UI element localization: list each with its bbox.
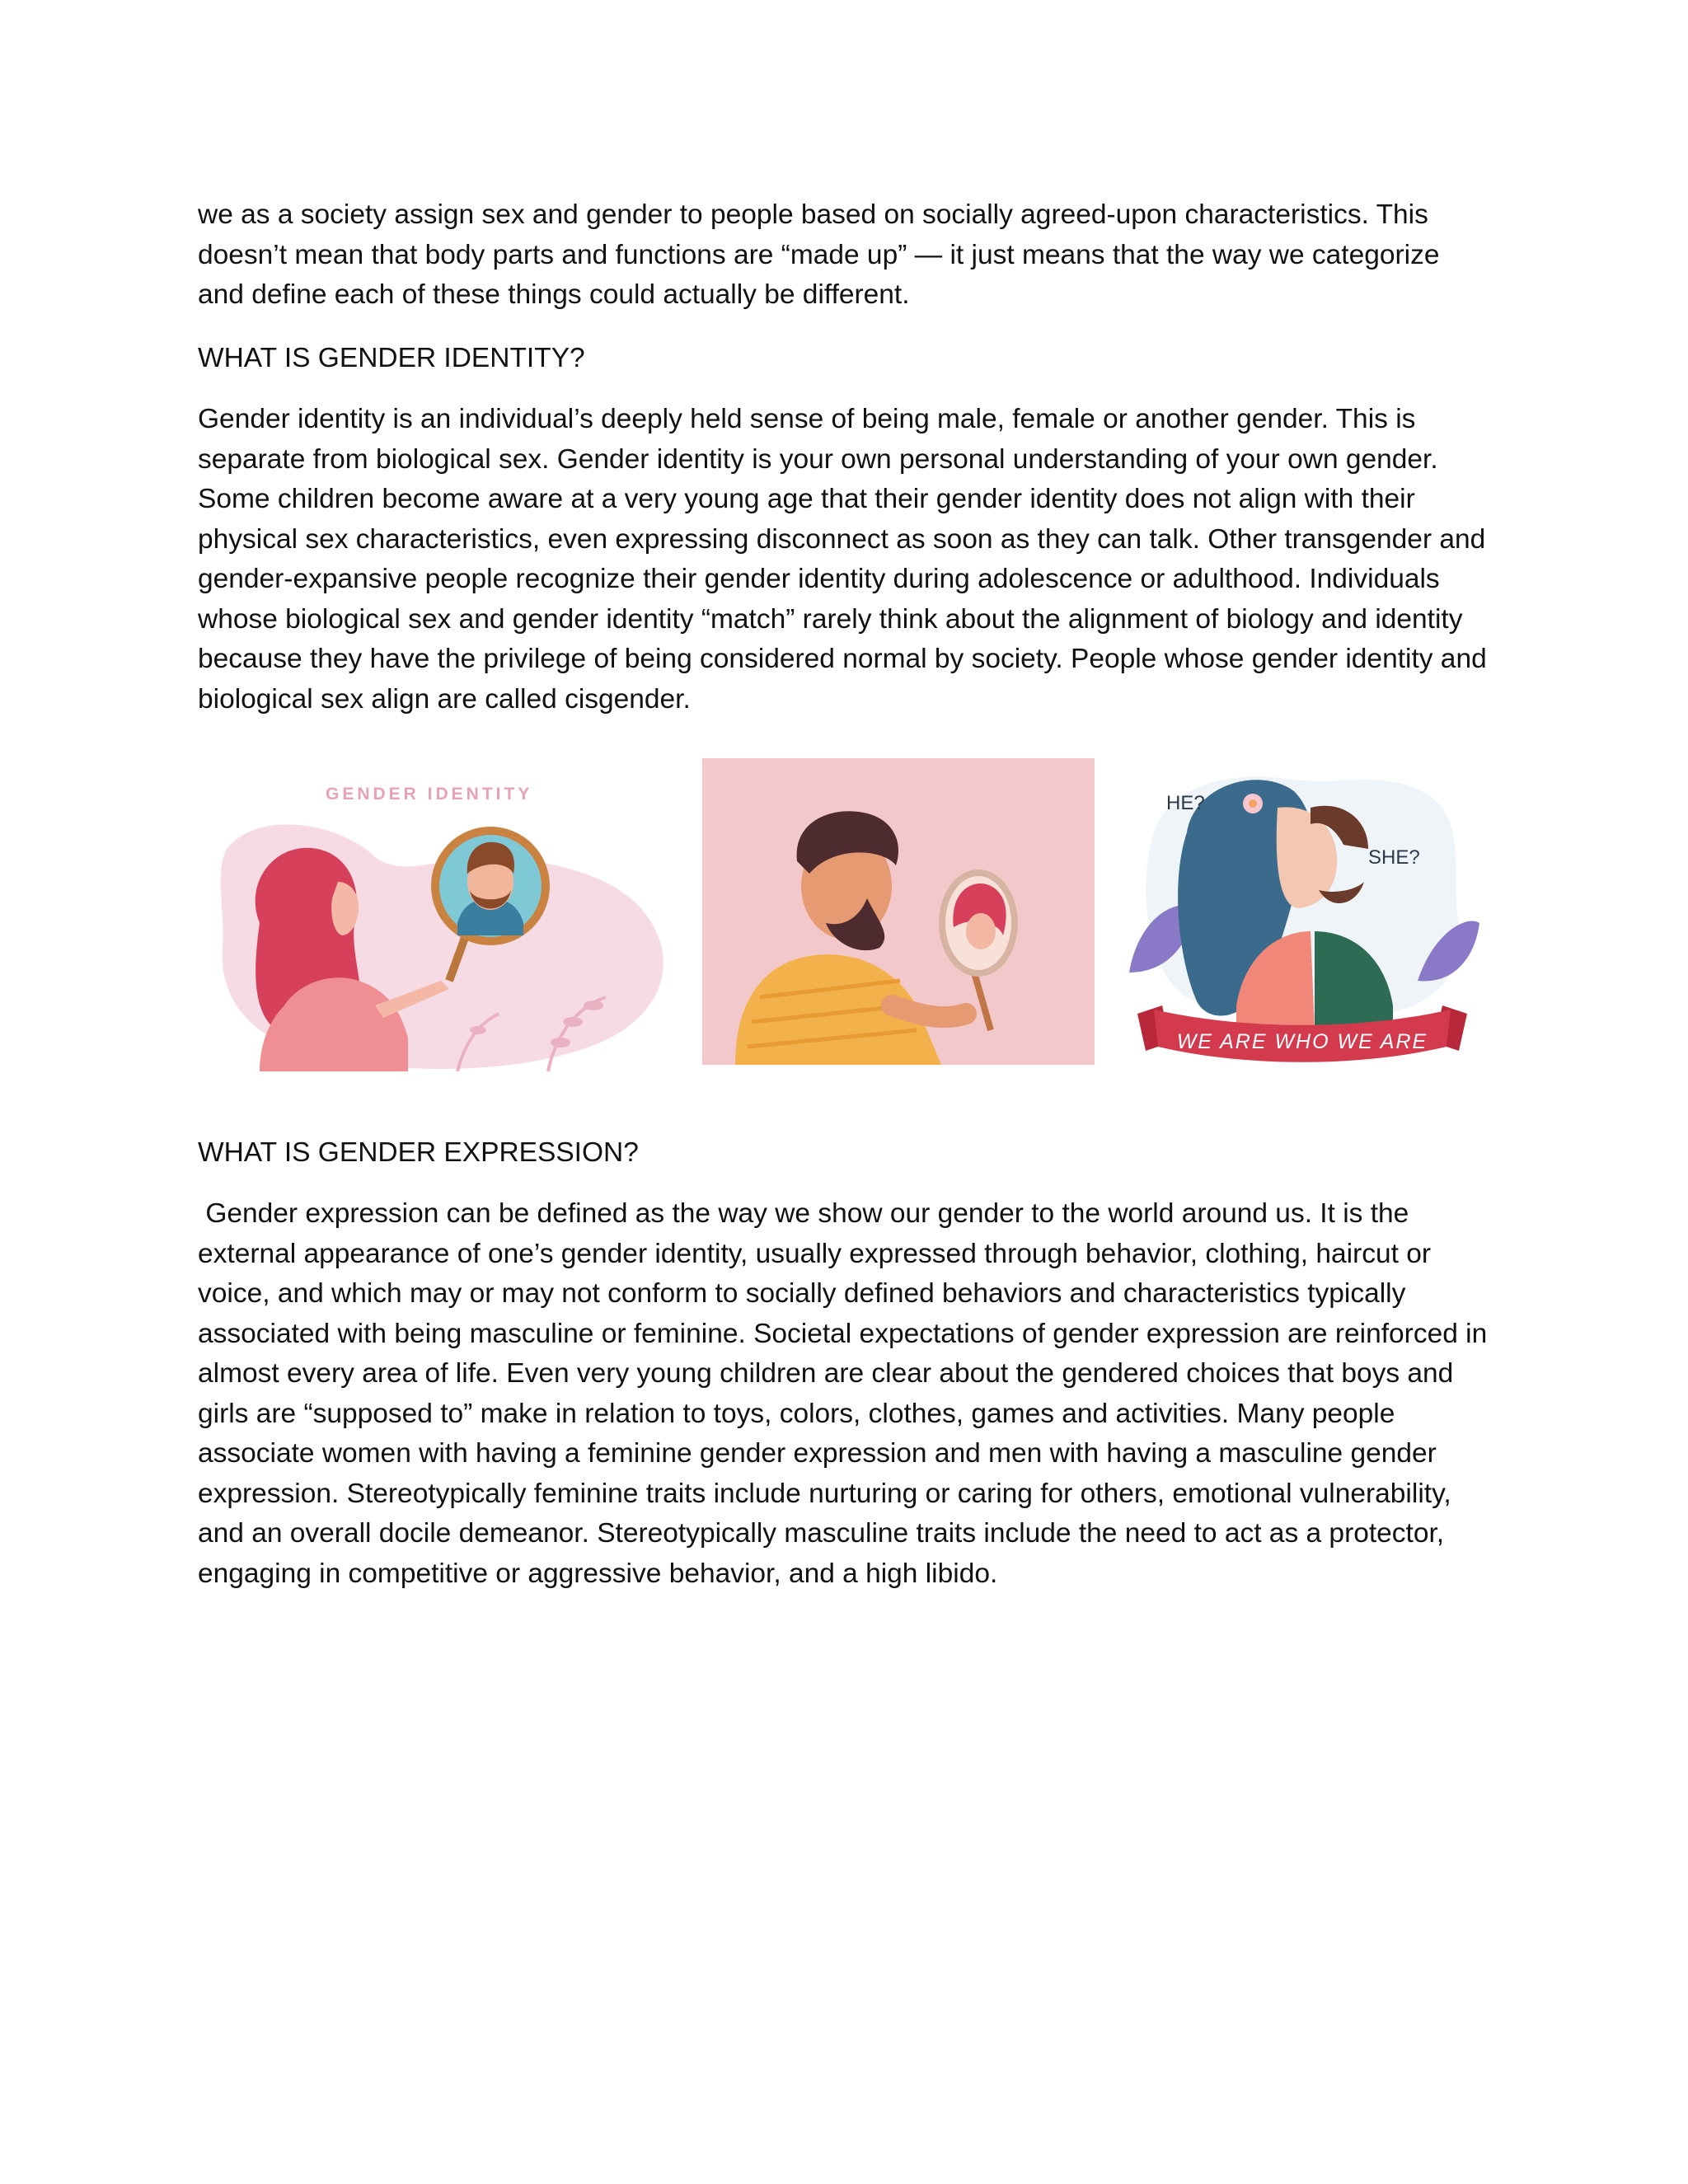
banner-text: WE ARE WHO WE ARE bbox=[1176, 1030, 1428, 1053]
gender-identity-illustration-title: GENDER IDENTITY bbox=[326, 785, 533, 804]
gender-identity-heading-text: WHAT IS GENDER IDENTITY? bbox=[198, 343, 585, 373]
gender-identity-mirror-illustration bbox=[210, 758, 672, 1080]
he-label: HE? bbox=[1166, 792, 1205, 814]
intro-paragraph bbox=[198, 195, 1492, 316]
intro-text: we as a society assign sex and gender to people based on socially agreed-upon characteristics. This doesn’t mean that body parts and functions are “made up” — it just means that the way we categorize and define each of these things could actually be different. bbox=[198, 199, 1440, 310]
we-are-who-we-are-illustration bbox=[1121, 758, 1484, 1071]
gender-expression-paragraph bbox=[198, 1194, 1495, 1594]
gender-expression-text: Gender expression can be defined as the way we show our gender to the world around us. It is the external appearance of one’s gender identity, usually expressed through behavior, clothing, haircut or voice, and which may or may not conform to socially defined behaviors and characteristics typically associated with being masculine or feminine. Societal expectations of gender expression are reinforced in almost every area of life. Even very young children are clear about the gendered choices that boys and girls are “supposed to” make in relation to toys, colors, clothes, games and activities. Many people associate women with having a feminine gender expression and men with having a masculine gender expression. Stereotypically feminine traits include nurturing or caring for others, emotional vulnerability, and an overall docile demeanor. Stereotypically masculine traits include the need to act as a protector, engaging in competitive or aggressive behavior, and a high libido. bbox=[198, 1198, 1495, 1589]
man-mirror-illustration bbox=[702, 758, 1095, 1065]
gender-identity-heading bbox=[198, 339, 1492, 379]
gender-expression-heading-text: WHAT IS GENDER EXPRESSION? bbox=[198, 1137, 639, 1168]
gender-identity-paragraph bbox=[198, 400, 1492, 719]
she-label: SHE? bbox=[1368, 846, 1420, 869]
gender-identity-text: Gender identity is an individual’s deeply held sense of being male, female or another gender. This is separate from biological sex. Gender identity is your own personal understanding of your own gender. Some children become aware at a very young age that their gender identity does not align with their physical sex characteristics, even expressing disconnect as soon as they can talk. Other transgender and gender-expansive people recognize their gender identity during adolescence or adulthood. Individuals whose biological sex and gender identity “match” rarely think about the alignment of biology and identity because they have the privilege of being considered normal by society. People whose gender identity and biological sex align are called cisgender. bbox=[198, 404, 1487, 715]
gender-expression-heading bbox=[198, 1133, 1492, 1174]
